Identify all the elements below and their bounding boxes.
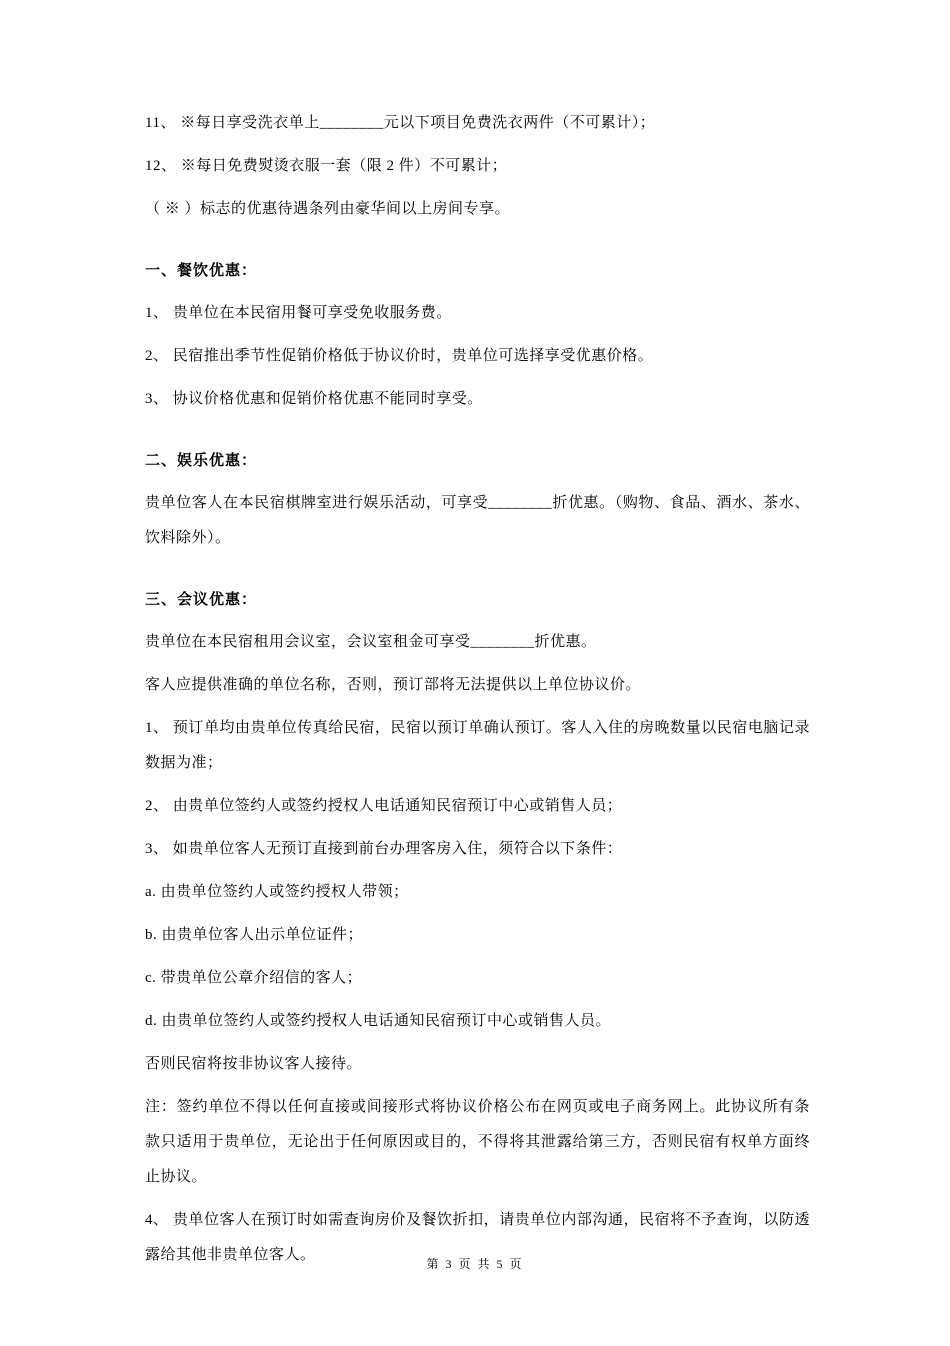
- dining-item-2: 2、 民宿推出季节性促销价格低于协议价时，贵单位可选择享受优惠价格。: [145, 348, 654, 364]
- section-heading-dining: 一、餐饮优惠：: [145, 262, 258, 279]
- non-agreement-guest-note: 否则民宿将按非协议客人接待。: [145, 1056, 363, 1072]
- confidentiality-note: 注：签约单位不得以任何直接或间接形式将协议价格公布在网页或电子商务网上。此协议所有条款只适用于贵单位，无论出于任何原因或目的，不得将其泄露给第三方，否则民宿有权单方面终止协议。: [145, 1099, 810, 1185]
- booking-rule-2: 2、 由贵单位签约人或签约授权人电话通知民宿预订中心或销售人员；: [145, 798, 623, 814]
- star-mark-note: （ ※ ）标志的优惠待遇条列由豪华间以上房间专享。: [145, 201, 511, 217]
- section-heading-entertainment: 二、娱乐优惠：: [145, 452, 258, 469]
- ironing-benefit-item-12: 12、 ※每日免费熨烫衣服一套（限 2 件）不可累计；: [145, 158, 508, 174]
- condition-b: b. 由贵单位客人出示单位证件；: [145, 927, 364, 943]
- condition-d: d. 由贵单位签约人或签约授权人电话通知民宿预订中心或销售人员。: [145, 1013, 612, 1029]
- dining-item-3: 3、 协议价格优惠和促销价格优惠不能同时享受。: [145, 391, 483, 407]
- entertainment-discount-text: 贵单位客人在本民宿棋牌室进行娱乐活动，可享受________折优惠。（购物、食品、酒水、茶水、饮料除外）。: [145, 495, 810, 546]
- section-heading-meeting: 三、会议优惠：: [145, 591, 258, 608]
- page-footer: 第 3 页 共 5 页: [426, 1257, 524, 1271]
- booking-rule-1: 1、 预订单均由贵单位传真给民宿，民宿以预订单确认预订。客人入住的房晚数量以民宿电脑记录数据为准；: [145, 720, 810, 771]
- dining-item-1: 1、 贵单位在本民宿用餐可享受免收服务费。: [145, 305, 452, 321]
- condition-a: a. 由贵单位签约人或签约授权人带领；: [145, 884, 409, 900]
- company-name-requirement: 客人应提供准确的单位名称，否则，预订部将无法提供以上单位协议价。: [145, 677, 642, 693]
- booking-rule-3: 3、 如贵单位客人无预订直接到前台办理客房入住，须符合以下条件：: [145, 841, 623, 857]
- laundry-benefit-item-11: 11、 ※每日享受洗衣单上________元以下项目免费洗衣两件（不可累计）；: [145, 115, 656, 131]
- condition-c: c. 带贵单位公章介绍信的客人；: [145, 970, 363, 986]
- booking-rule-4: 4、 贵单位客人在预订时如需查询房价及餐饮折扣，请贵单位内部沟通，民宿将不予查询，以防透露给其他非贵单位客人。: [145, 1212, 810, 1263]
- meeting-discount-text: 贵单位在本民宿租用会议室，会议室租金可享受________折优惠。: [145, 634, 597, 650]
